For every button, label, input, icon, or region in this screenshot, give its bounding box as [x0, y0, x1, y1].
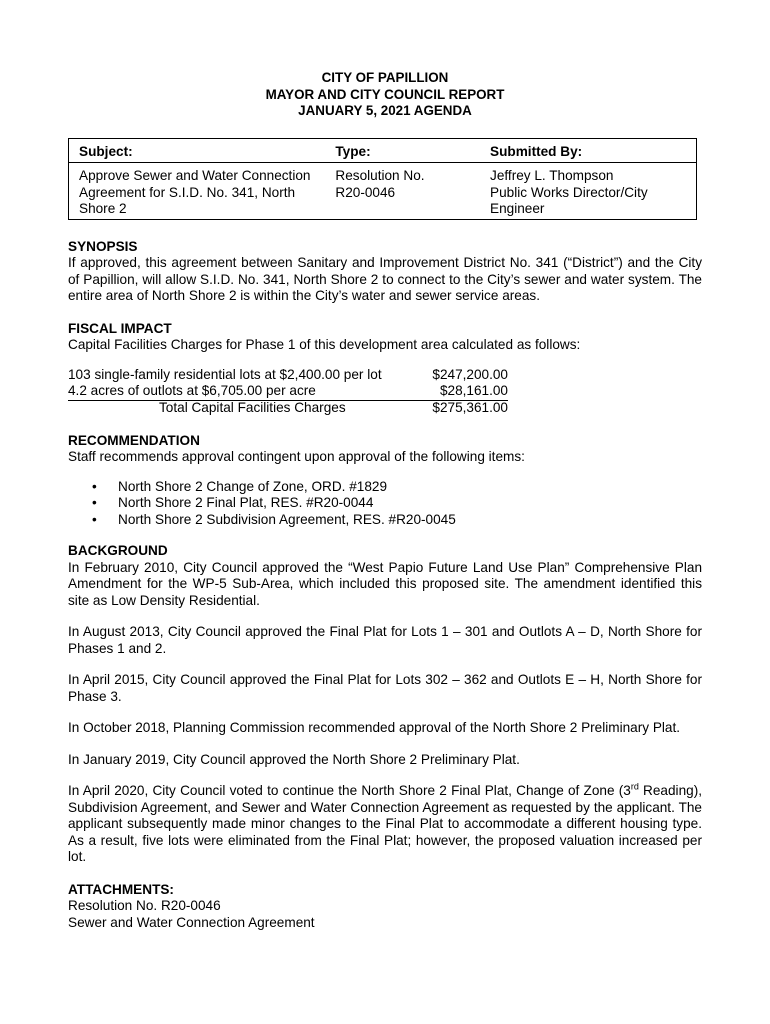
fiscal-line-amount: $247,200.00	[432, 366, 508, 382]
table-row	[69, 163, 697, 220]
fiscal-line-lots	[68, 367, 508, 384]
fiscal-line-amount: $28,161.00	[439, 383, 508, 398]
type-line: Resolution No.	[335, 168, 425, 183]
fiscal-impact-section	[68, 321, 702, 417]
recommendation-section	[68, 433, 702, 529]
header-city: CITY OF PAPILLION	[321, 70, 449, 85]
background-paragraph: In April 2015, City Council approved the Final Plat for Lots 302 – 362 and Outlots E – H, North Shore for Phase 3.	[68, 672, 702, 704]
subject-line: Shore 2	[79, 201, 127, 216]
subject-line: Approve Sewer and Water Connection	[79, 168, 311, 183]
report-info-table	[68, 138, 697, 220]
report-header	[68, 70, 702, 120]
list-item-text: North Shore 2 Change of Zone, ORD. #1829	[118, 478, 388, 494]
fiscal-calculation	[68, 367, 702, 417]
recommendation-intro: Staff recommends approval contingent upon approval of the following items:	[68, 449, 525, 464]
fiscal-impact-intro: Capital Facilities Charges for Phase 1 of this development area calculated as follows:	[68, 337, 581, 352]
recommendation-title: RECOMMENDATION	[68, 432, 200, 448]
background-paragraph	[68, 783, 702, 866]
subject-line: Agreement for S.I.D. No. 341, North	[79, 184, 296, 200]
submitted-by-cell	[480, 163, 696, 220]
list-item-text: North Shore 2 Subdivision Agreement, RES. #R20-0045	[118, 511, 456, 527]
submitted-by-line: Engineer	[490, 201, 545, 216]
subject-cell	[69, 163, 326, 220]
submitted-by-line: Jeffrey L. Thompson	[490, 168, 614, 183]
type-line: R20-0046	[335, 184, 396, 200]
background-paragraph: In January 2019, City Council approved the North Shore 2 Preliminary Plat.	[68, 751, 520, 767]
fiscal-total-amount: $275,361.00	[432, 399, 508, 415]
subject-header: Subject:	[69, 138, 326, 163]
submitted-by-header: Submitted By:	[480, 138, 696, 163]
attachment-item: Sewer and Water Connection Agreement	[68, 914, 315, 930]
background-paragraph: In October 2018, Planning Commission recommended approval of the North Shore 2 Preliminary Plat.	[68, 720, 681, 735]
bullet-icon: •	[92, 495, 97, 510]
recommendation-list	[68, 479, 702, 529]
fiscal-line-total	[68, 400, 508, 417]
bullet-icon: •	[92, 478, 97, 494]
background-paragraph: In August 2013, City Council approved the Final Plat for Lots 1 – 301 and Outlots A – D, North Shore for Phases 1 and 2.	[68, 624, 702, 656]
attachments-section	[68, 882, 702, 932]
header-report-title: MAYOR AND CITY COUNCIL REPORT	[265, 86, 505, 102]
attachments-title: ATTACHMENTS:	[68, 881, 174, 897]
fiscal-line-outlots	[68, 383, 508, 401]
submitted-by-line: Public Works Director/City	[490, 184, 648, 200]
document-page	[68, 70, 702, 931]
list-item	[68, 479, 702, 496]
synopsis-section	[68, 239, 702, 305]
fiscal-total-label: Total Capital Facilities Charges	[159, 399, 346, 415]
fiscal-impact-title: FISCAL IMPACT	[68, 320, 172, 336]
type-cell	[325, 163, 480, 220]
table-header-row	[69, 138, 697, 163]
background-title: BACKGROUND	[68, 543, 168, 558]
list-item	[68, 512, 702, 529]
fiscal-line-label: 4.2 acres of outlots at $6,705.00 per acre	[68, 383, 316, 398]
background-paragraph: In February 2010, City Council approved the “West Papio Future Land Use Plan” Comprehensive Plan Amendment for the WP-5 Sub-Area, which included this proposed site. The amendment identified this site as Low Density Residential.	[68, 559, 702, 608]
list-item	[68, 495, 702, 512]
superscript: rd	[630, 781, 639, 792]
header-agenda-date: JANUARY 5, 2021 AGENDA	[298, 103, 472, 118]
background-section	[68, 543, 702, 866]
synopsis-title: SYNOPSIS	[68, 238, 138, 254]
attachment-item: Resolution No. R20-0046	[68, 898, 221, 913]
paragraph-text: Reading), Subdivision Agreement, and Sewer and Water Connection Agreement as requested by the applicant. The applicant subsequently made minor changes to the Final Plat to accommodate a different housing type. As a result, five lots were eliminated from the Final Plat; however, the proposed valuation increased per lot.	[68, 783, 702, 864]
paragraph-text: In April 2020, City Council voted to continue the North Shore 2 Final Plat, Change of Zone (3	[68, 783, 631, 798]
fiscal-line-label: 103 single-family residential lots at $2,400.00 per lot	[68, 366, 382, 382]
type-header: Type:	[325, 138, 480, 163]
list-item-text: North Shore 2 Final Plat, RES. #R20-0044	[118, 495, 374, 510]
bullet-icon: •	[92, 511, 97, 527]
synopsis-text: If approved, this agreement between Sanitary and Improvement District No. 341 (“District”) and the City of Papillion, will allow S.I.D. No. 341, North Shore 2 to connect to the City’s sewer and water system. The entire area of North Shore 2 is within the City’s water and sewer service areas.	[68, 255, 702, 303]
